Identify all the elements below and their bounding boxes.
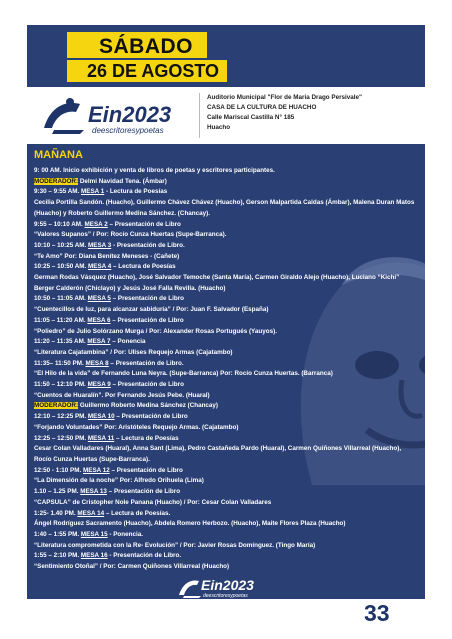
ein2023-logo [40, 90, 195, 140]
schedule-slot [34, 166, 420, 177]
slot-time: 9: 00 AM. [34, 167, 62, 174]
schedule-slot [34, 509, 420, 520]
moderator-label: MODERADOR: [34, 177, 79, 185]
schedule-detail [34, 519, 420, 530]
date-title: 26 DE AGOSTO [87, 61, 220, 81]
schedule-detail [34, 444, 420, 465]
mesa-label: MESA 12 [83, 466, 110, 474]
schedule-detail [34, 541, 420, 552]
slot-time: 1:25- 1.40 PM. [34, 509, 76, 517]
slot-text: - Ponencia. [107, 530, 143, 538]
schedule-detail [34, 327, 420, 338]
slot-text: – Lectura de Poesías [111, 263, 176, 271]
schedule-detail [34, 198, 420, 219]
schedule-slot [34, 487, 420, 498]
slot-text: – Lectura de Poesías. [104, 509, 171, 517]
slot-text: Cesar Colan Valladares (Huaral), Anna Sant (Lima), Pedro Castañeda Pardo (Huaral), Carmen Quiñones Villarreal (Huacho), Rocío Cunza Huertas (Supe-Barranca). [34, 445, 402, 463]
slot-text: Delmi Navidad Tena. (Ámbar) [78, 177, 167, 185]
slot-text: “Forjando Voluntades” Por: Aristóteles Requejo Armas. (Cajatambo) [34, 423, 239, 431]
mesa-label: MESA 9 [87, 381, 111, 389]
schedule-slot [34, 530, 420, 541]
ein2023-footer-logo [177, 573, 273, 599]
slot-time: 10:25 – 10:50 AM. [34, 263, 87, 271]
venue-line: CASA DE LA CULTURA DE HUACHO [207, 104, 317, 111]
schedule-slot [34, 466, 420, 477]
venue-line: Calle Mariscal Castilla N° 185 [207, 114, 295, 121]
slot-time: 11:05 – 11:20 AM. [34, 316, 86, 324]
venue-line: Huacho [207, 124, 231, 131]
mesa-label: MESA 8 [85, 359, 109, 367]
slot-text: “Poliedro” de Julio Solórzano Murga / Por: Alexander Rosas Portugués (Yauyos). [34, 327, 277, 335]
slot-time: 9:55 – 10:10 AM. [34, 220, 83, 228]
mesa-label: MESA 4 [88, 263, 112, 271]
slot-text: “La Dimensión de la noche” Por: Alfredo Orihuela (Lima) [34, 477, 204, 485]
slot-time: 10:10 – 10:25 AM. [34, 241, 87, 249]
slot-time: 11:20 – 11:35 AM. [34, 338, 86, 346]
schedule-panel [27, 25, 425, 599]
mesa-label: MESA 1 [81, 188, 105, 196]
schedule-slot [34, 337, 420, 348]
schedule-detail [34, 498, 420, 509]
slot-time: 10:50 – 11:05 AM. [34, 295, 86, 303]
schedule-detail [34, 369, 420, 380]
schedule-detail [34, 273, 420, 294]
logo-name: Ein2023 [88, 102, 172, 127]
slot-text: “Cuentos de Huaralín”. Por Fernando Jesús Pebe. (Huaral) [34, 391, 210, 399]
slot-time: 1:40 – 1:55 PM. [34, 530, 80, 538]
slot-text: – Presentación de Libro [114, 413, 188, 421]
logo-tagline: deescritoresypoetas [92, 126, 164, 135]
slot-text: “El Hilo de la vida” de Fernando Luna Neyra. (Supe-Barranca) Por: Rocío Cunza Huertas. (Barranca) [34, 370, 333, 378]
slot-time: 9:30 – 9:55 AM. [34, 188, 80, 196]
schedule-slot [34, 401, 420, 412]
slot-text: - Presentación de Libro. [111, 241, 185, 249]
slot-text: – Presentación de Libro [110, 295, 185, 303]
schedule-slot [34, 220, 420, 231]
slot-text: – Presentación de Libro [107, 220, 181, 228]
section-title: MAÑANA [34, 149, 83, 161]
slot-time: 12:10 – 12:25 PM. [34, 413, 87, 421]
schedule-slot [34, 241, 420, 252]
mesa-label: MESA 5 [87, 295, 111, 303]
mesa-label: MESA 15 [80, 530, 108, 538]
mesa-label: MESA 7 [87, 338, 111, 346]
slot-text: – Ponencia [110, 338, 146, 346]
venue-line: Auditorio Municipal "Flor de María Drago Persivale" [207, 94, 363, 101]
schedule-list [34, 166, 420, 573]
slot-time: 1:55 – 2:10 PM. [34, 552, 80, 560]
slot-text: “Literatura Cajatambina” / Por: Ulises Requejo Armas (Cajatambo) [34, 348, 233, 356]
schedule-detail [34, 230, 420, 241]
slot-text: “Literatura comprometida con la Re- Evolución” / Por: Javier Rosas Domínguez. (Tingo María) [34, 541, 316, 549]
mesa-label: MESA 14 [77, 509, 105, 517]
slot-text: – Presentación de Libro [109, 466, 183, 474]
schedule-slot [34, 294, 420, 305]
schedule-detail [34, 305, 420, 316]
slot-text: “CAPSULA” de Cristopher Nole Panana (Huacho) / Por: Cesar Colan Valladares [34, 498, 272, 506]
schedule-slot [34, 316, 420, 327]
page-number: 33 [364, 600, 390, 626]
slot-text: German Rodas Vásquez (Huacho), José Salvador Temoche (Santa María), Carmen Giraldo Alejo (Huacho), Luciano “Kichi” Berger Calderón (Chiclayo) y Jesús José Falla Revilla. (Huacho) [34, 274, 400, 292]
slot-text: – Presentación de Libro [106, 488, 181, 496]
logo-separator [199, 93, 200, 138]
logo-venue-strip [27, 87, 425, 144]
schedule-detail [34, 423, 420, 434]
schedule-slot [34, 412, 420, 423]
slot-text: – Lectura de Poesías [114, 434, 179, 442]
schedule-slot [34, 359, 420, 370]
slot-text: “Sentimiento Otoñal” / Por: Carmen Quiñones Villarreal (Huacho) [34, 563, 230, 571]
slot-time: 12:25 – 12:50 PM. [34, 434, 87, 442]
schedule-slot [34, 262, 420, 273]
footer-logo-tagline: deescritoresypoetas [203, 593, 248, 599]
moderator-label: MODERADOR: [34, 402, 79, 410]
schedule-detail [34, 562, 420, 573]
slot-text: Inicio exhibición y venta de libros de poetas y escritores participantes. [61, 167, 275, 174]
slot-text: – Presentación de Libro [110, 381, 184, 389]
schedule-slot [34, 434, 420, 445]
slot-text: “Cuentecillos de luz, para alcanzar sabiduría” / Por: Juan F. Salvador (España) [34, 306, 269, 314]
mesa-label: MESA 10 [87, 413, 115, 421]
slot-text: Ángel Rodríguez Sacramento (Huacho), Abdela Romero Herbozo. (Huacho), Maite Flores Plaza (Huacho) [34, 520, 346, 528]
schedule-detail [34, 252, 420, 263]
schedule-slot [34, 551, 420, 562]
slot-time: 11:50 – 12:10 PM. [34, 381, 86, 389]
slot-text: “Valores Supanos” / Por: Rocío Cunza Huertas (Supe-Barranca). [34, 231, 227, 239]
slot-time: 1.10 – 1.25 PM. [34, 488, 79, 496]
slot-time: 12:50 - 1:10 PM. [34, 466, 82, 474]
slot-time: 11:35– 11:50 PM. [34, 359, 84, 367]
venue-info [207, 93, 362, 133]
slot-text: - Presentación de Libro. [107, 552, 182, 560]
mesa-label: MESA 11 [87, 434, 115, 442]
slot-text: - Lectura de Poesías [104, 188, 168, 196]
schedule-detail [34, 348, 420, 359]
slot-text: – Presentación de Libro [110, 316, 184, 324]
schedule-slot [34, 177, 420, 188]
mesa-label: MESA 13 [80, 488, 107, 496]
slot-text: Cecilia Portilla Sandón. (Huacho), Guillermo Chávez Chávez (Huacho), Gerson Malpartida Caldas (Ámbar), Malena Duran Matos (Huacho) y Roberto Guillermo Medina Sánchez. (Chancay). [34, 199, 415, 217]
schedule-detail [34, 391, 420, 402]
mesa-label: MESA 16 [80, 552, 108, 560]
mesa-label: MESA 3 [88, 241, 112, 249]
day-title: SÁBADO [99, 35, 194, 58]
footer-logo-name: Ein2023 [201, 577, 254, 593]
slot-text: Guillermo Roberto Medina Sánchez (Chancay) [78, 402, 219, 410]
slot-text: “Te Amo” Por: Diana Benítez Meneses - (Cañete) [34, 252, 180, 260]
mesa-label: MESA 6 [87, 316, 111, 324]
schedule-detail [34, 476, 420, 487]
schedule-slot [34, 380, 420, 391]
slot-text: – Presentación de Libro. [108, 359, 184, 367]
schedule-slot [34, 187, 420, 198]
mesa-label: MESA 2 [84, 220, 108, 228]
